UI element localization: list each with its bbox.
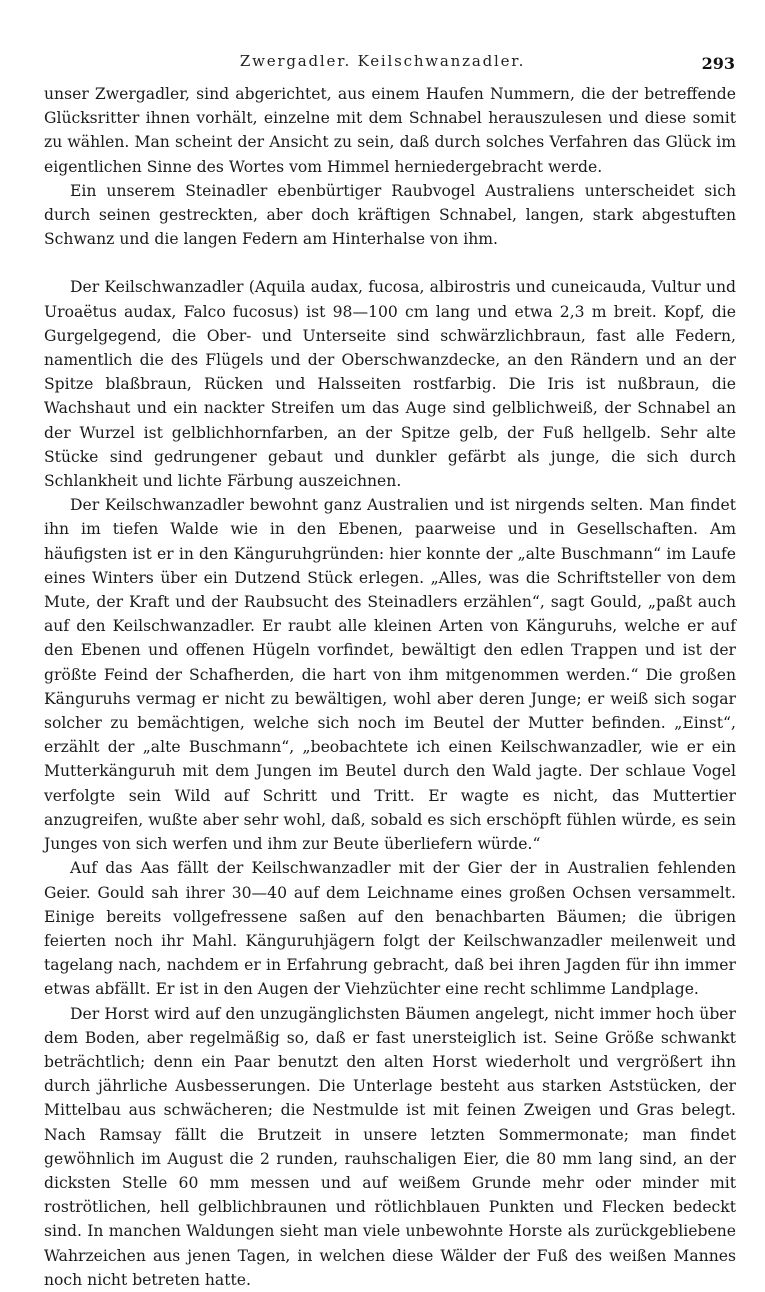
paragraph-continuation: unser Zwergadler, sind abgerichtet, aus einem Haufen Nummern, die der betreffende Glücksritter ihnen vorhält, einzelne mit dem Schnabel herauszulesen und diese somit zu wählen. Man scheint der Ansicht zu sein, daß durch solches Verfahren das Glück im eigentlichen Sinne des Wortes vom Himmel herniedergebracht werde.	[44, 85, 736, 176]
body-text	[44, 82, 736, 1292]
paragraph-carrion: Auf das Aas fällt der Keilschwanzadler mit der Gier der in Australien fehlenden Geier. Gould sah ihrer 30—40 auf dem Leichname eines großen Ochsen versammelt. Einige bereits vollgefressene saßen auf den benachbarten Bäumen; die übrigen feierten noch ihr Mahl. Känguruhjägern folgt der Keilschwanzadler meilenweit und tagelang nach, nachdem er in Erfahrung gebracht, daß bei ihren Jagden für ihn immer etwas abfällt. Er ist in den Augen der Viehzüchter eine recht schlimme Landplage.	[44, 859, 736, 999]
page-number: 293	[701, 54, 735, 73]
paragraph-australian-raptor-intro: Ein unserem Steinadler ebenbürtiger Raubvogel Australiens unterscheidet sich durch seinen gestreckten, aber doch kräftigen Schnabel, langen, stark abgestuften Schwanz und die langen Federn am Hinterhalse von ihm.	[44, 181, 736, 249]
paragraph-habitat-and-prey: Der Keilschwanzadler bewohnt ganz Australien und ist nirgends selten. Man findet ihn im tiefen Walde wie in den Ebenen, paarweise und in Gesellschaften. Am häufigsten ist er in den Känguruhgründen: hier konnte der „alte Buschmann“ im Laufe eines Winters über ein Dutzend Stück erlegen. „Alles, was die Schriftsteller von dem Mute, der Kraft und der Raubsucht des Steinadlers erzählen“, sagt Gould, „paßt auch auf den Keilschwanzadler. Er raubt alle kleinen Arten von Känguruhs, welche er auf den Ebenen und offenen Hügeln vorfindet, bewältigt den edlen Trappen und ist der größte Feind der Schafherden, die hart von ihm mitgenommen werden.“ Die großen Känguruhs vermag er nicht zu bewältigen, wohl aber deren Junge; er weiß sich sogar solcher zu bemächtigen, welche sich noch im Beutel der Mutter befinden. „Einst“, erzählt der „alte Buschmann“, „beobachtete ich einen Keilschwanzadler, wie er ein Mutterkänguruh mit dem Jungen im Beutel durch den Wald jagte. Der schlaue Vogel verfolgte sein Wild auf Schritt und Tritt. Er wagte es nicht, das Muttertier anzugreifen, wußte aber sehr wohl, daß, sobald es sich erschöpft fühlen würde, es sein Junges von sich werfen und ihm zur Beute überliefern würde.“	[44, 496, 736, 854]
page-header	[0, 48, 765, 78]
running-title: Zwergadler. Keilschwanzadler.	[239, 52, 526, 70]
paragraph-keilschwanzadler-description: Der Keilschwanzadler (Aquila audax, fucosa, albirostris und cuneicauda, Vultur und Uroaëtus audax, Falco fucosus) ist 98—100 cm lang und etwa 2,3 m breit. Kopf, die Gurgelgegend, die Ober- und Unterseite sind schwärzlichbraun, fast alle Federn, namentlich die des Flügels und der Oberschwanzdecke, an den Rändern und an der Spitze blaßbraun, Rücken und Halsseiten rostfarbig. Die Iris ist nußbraun, die Wachshaut und ein nackter Streifen um das Auge sind gelblichweiß, der Schnabel an der Wurzel ist gelblichhornfarben, an der Spitze gelb, der Fuß hellgelb. Sehr alte Stücke sind gedrungener gebaut und dunkler gefärbt als junge, die sich durch Schlankheit und lichte Färbung auszeichnen.	[44, 278, 736, 491]
paragraph-nest-and-eggs: Der Horst wird auf den unzugänglichsten Bäumen angelegt, nicht immer hoch über dem Boden, aber regelmäßig so, daß er fast unersteiglich ist. Seine Größe schwankt beträchtlich; denn ein Paar benutzt den alten Horst wiederholt und vergrößert ihn durch jährliche Ausbesserungen. Die Unterlage besteht aus starken Aststücken, der Mittelbau aus schwächeren; die Nestmulde ist mit feinen Zweigen und Gras belegt. Nach Ramsay fällt die Brutzeit in unsere letzten Sommermonate; man findet gewöhnlich im August die 2 runden, rauhschaligen Eier, die 80 mm lang sind, an der dicksten Stelle 60 mm messen und auf weißem Grunde mehr oder minder mit roströtlichen, hell gelblichbraunen und rötlichblauen Punkten und Flecken bedeckt sind. In manchen Waldungen sieht man viele unbewohnte Horste als zurückgebliebene Wahrzeichen aus jenen Tagen, in welchen diese Wälder der Fuß des weißen Mannes noch nicht betreten hatte.	[44, 1004, 736, 1289]
